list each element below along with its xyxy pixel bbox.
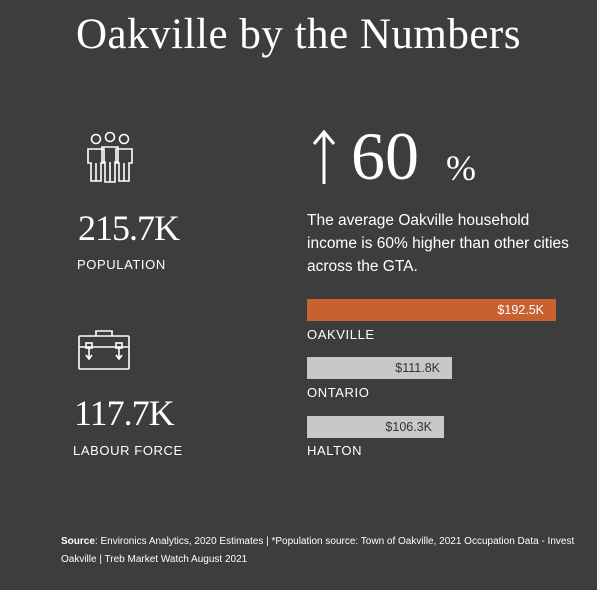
bar-oakville [307,299,556,321]
highlight-description: The average Oakville household income is 60% higher than other cities across the GTA. [307,212,569,275]
highlight-unit: % [446,148,476,188]
bar-category-label: ONTARIO [307,385,370,400]
arrow-up-icon [311,129,337,185]
bar-category-label: OAKVILLE [307,327,375,342]
highlight-number: 60 [351,118,419,194]
bar-category-label: HALTON [307,443,363,458]
labour-force-label: LABOUR FORCE [73,443,183,458]
page-title: Oakville by the Numbers [76,11,521,58]
source-heading: Source [61,536,95,547]
briefcase-icon [76,328,132,372]
bar-ontario [307,357,452,379]
population-label: POPULATION [77,257,166,272]
source-note [61,533,581,569]
people-group-icon [83,130,137,188]
bar-value-label: $111.8K [395,361,440,375]
bar-value-label: $192.5K [497,303,544,317]
bar-halton [307,416,444,438]
population-value: 215.7K [78,208,179,248]
source-text: : Environics Analytics, 2020 Estimates | *Population source: Town of Oakville, 2021 Occupation Data - Invest Oakville | Treb Market Watch August 2021 [61,536,575,565]
bar-value-label: $106.3K [385,420,432,434]
labour-force-value: 117.7K [74,393,174,433]
